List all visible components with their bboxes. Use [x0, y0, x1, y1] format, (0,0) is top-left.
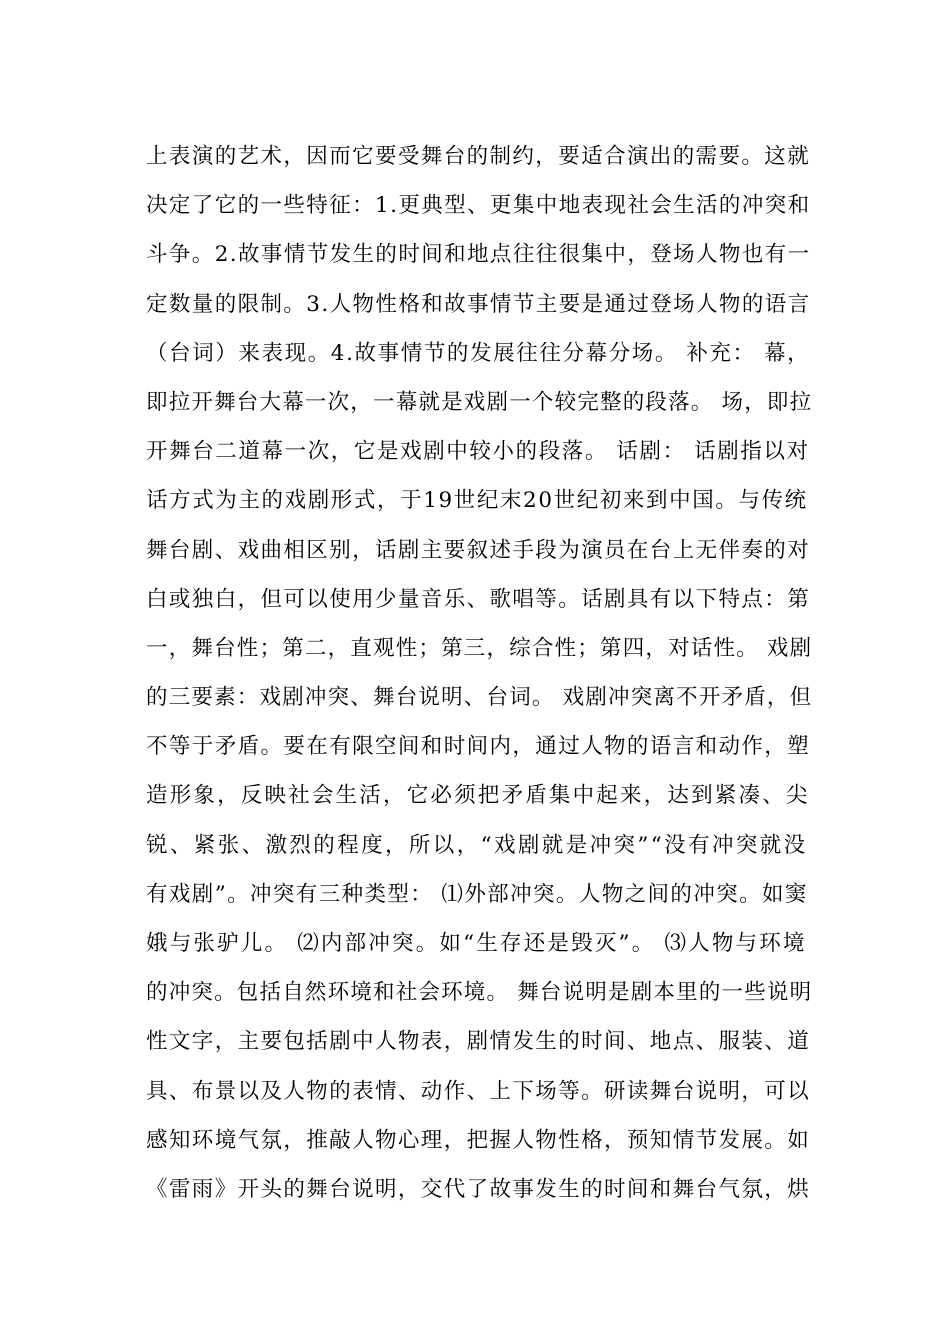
- text-line: 定数量的限制。3.人物性格和故事情节主要是通过登场人物的语言: [146, 291, 811, 317]
- text-line: 话方式为主的戏剧形式，于19世纪末20世纪初来到中国。与传统: [146, 488, 808, 514]
- text-line: 锐、紧张、激烈的程度，所以，“戏剧就是冲突”“没有冲突就没: [146, 832, 808, 858]
- text-line: 斗争。2.故事情节发生的时间和地点往往很集中，登场人物也有一: [146, 242, 811, 268]
- text-line: 娥与张驴儿。 ⑵内部冲突。如“生存还是毁灭”。 ⑶人物与环境: [146, 931, 807, 956]
- text-line: 决定了它的一些特征：1.更典型、更集中地表现社会生活的冲突和: [146, 193, 811, 219]
- text-line: 具、布景以及人物的表情、动作、上下场等。研读舞台说明，可以: [146, 1078, 811, 1104]
- text-line: 一，舞台性；第二，直观性；第三，综合性；第四，对话性。 戏剧: [146, 635, 813, 661]
- text-line: 的冲突。包括自然环境和社会环境。 舞台说明是剧本里的一些说明: [146, 980, 813, 1006]
- text-line: 有戏剧”。冲突有三种类型： ⑴外部冲突。人物之间的冲突。如窦: [146, 881, 808, 907]
- text-line: 即拉开舞台大幕一次，一幕就是戏剧一个较完整的段落。 场，即拉: [146, 389, 813, 415]
- text-line: 不等于矛盾。要在有限空间和时间内，通过人物的语言和动作，塑: [146, 734, 811, 760]
- text-line: 造形象，反映社会生活，它必须把矛盾集中起来，达到紧凑、尖: [146, 783, 810, 809]
- text-line: 白或独白，但可以使用少量音乐、歌唱等。话剧具有以下特点：第: [146, 586, 811, 612]
- text-line: 开舞台二道幕一次，它是戏剧中较小的段落。 话剧： 话剧指以对: [146, 439, 810, 465]
- text-line: 《雷雨》开头的舞台说明，交代了故事发生的时间和舞台气氛，烘: [146, 1176, 811, 1202]
- text-line: 舞台剧、戏曲相区别，话剧主要叙述手段为演员在台上无伴奏的对: [146, 537, 811, 563]
- text-line: 上表演的艺术，因而它要受舞台的制约，要适合演出的需要。这就: [146, 144, 811, 169]
- text-line: （台词）来表现。4.故事情节的发展往往分幕分场。 补充： 幕，: [146, 340, 811, 366]
- text-line: 性文字，主要包括剧中人物表，剧情发生的时间、地点、服装、道: [146, 1029, 811, 1055]
- text-line: 感知环境气氛，推敲人物心理，把握人物性格，预知情节发展。如: [146, 1127, 811, 1153]
- body-text: [146, 132, 813, 1214]
- text-line: 的三要素：戏剧冲突、舞台说明、台词。 戏剧冲突离不开矛盾，但: [146, 685, 813, 711]
